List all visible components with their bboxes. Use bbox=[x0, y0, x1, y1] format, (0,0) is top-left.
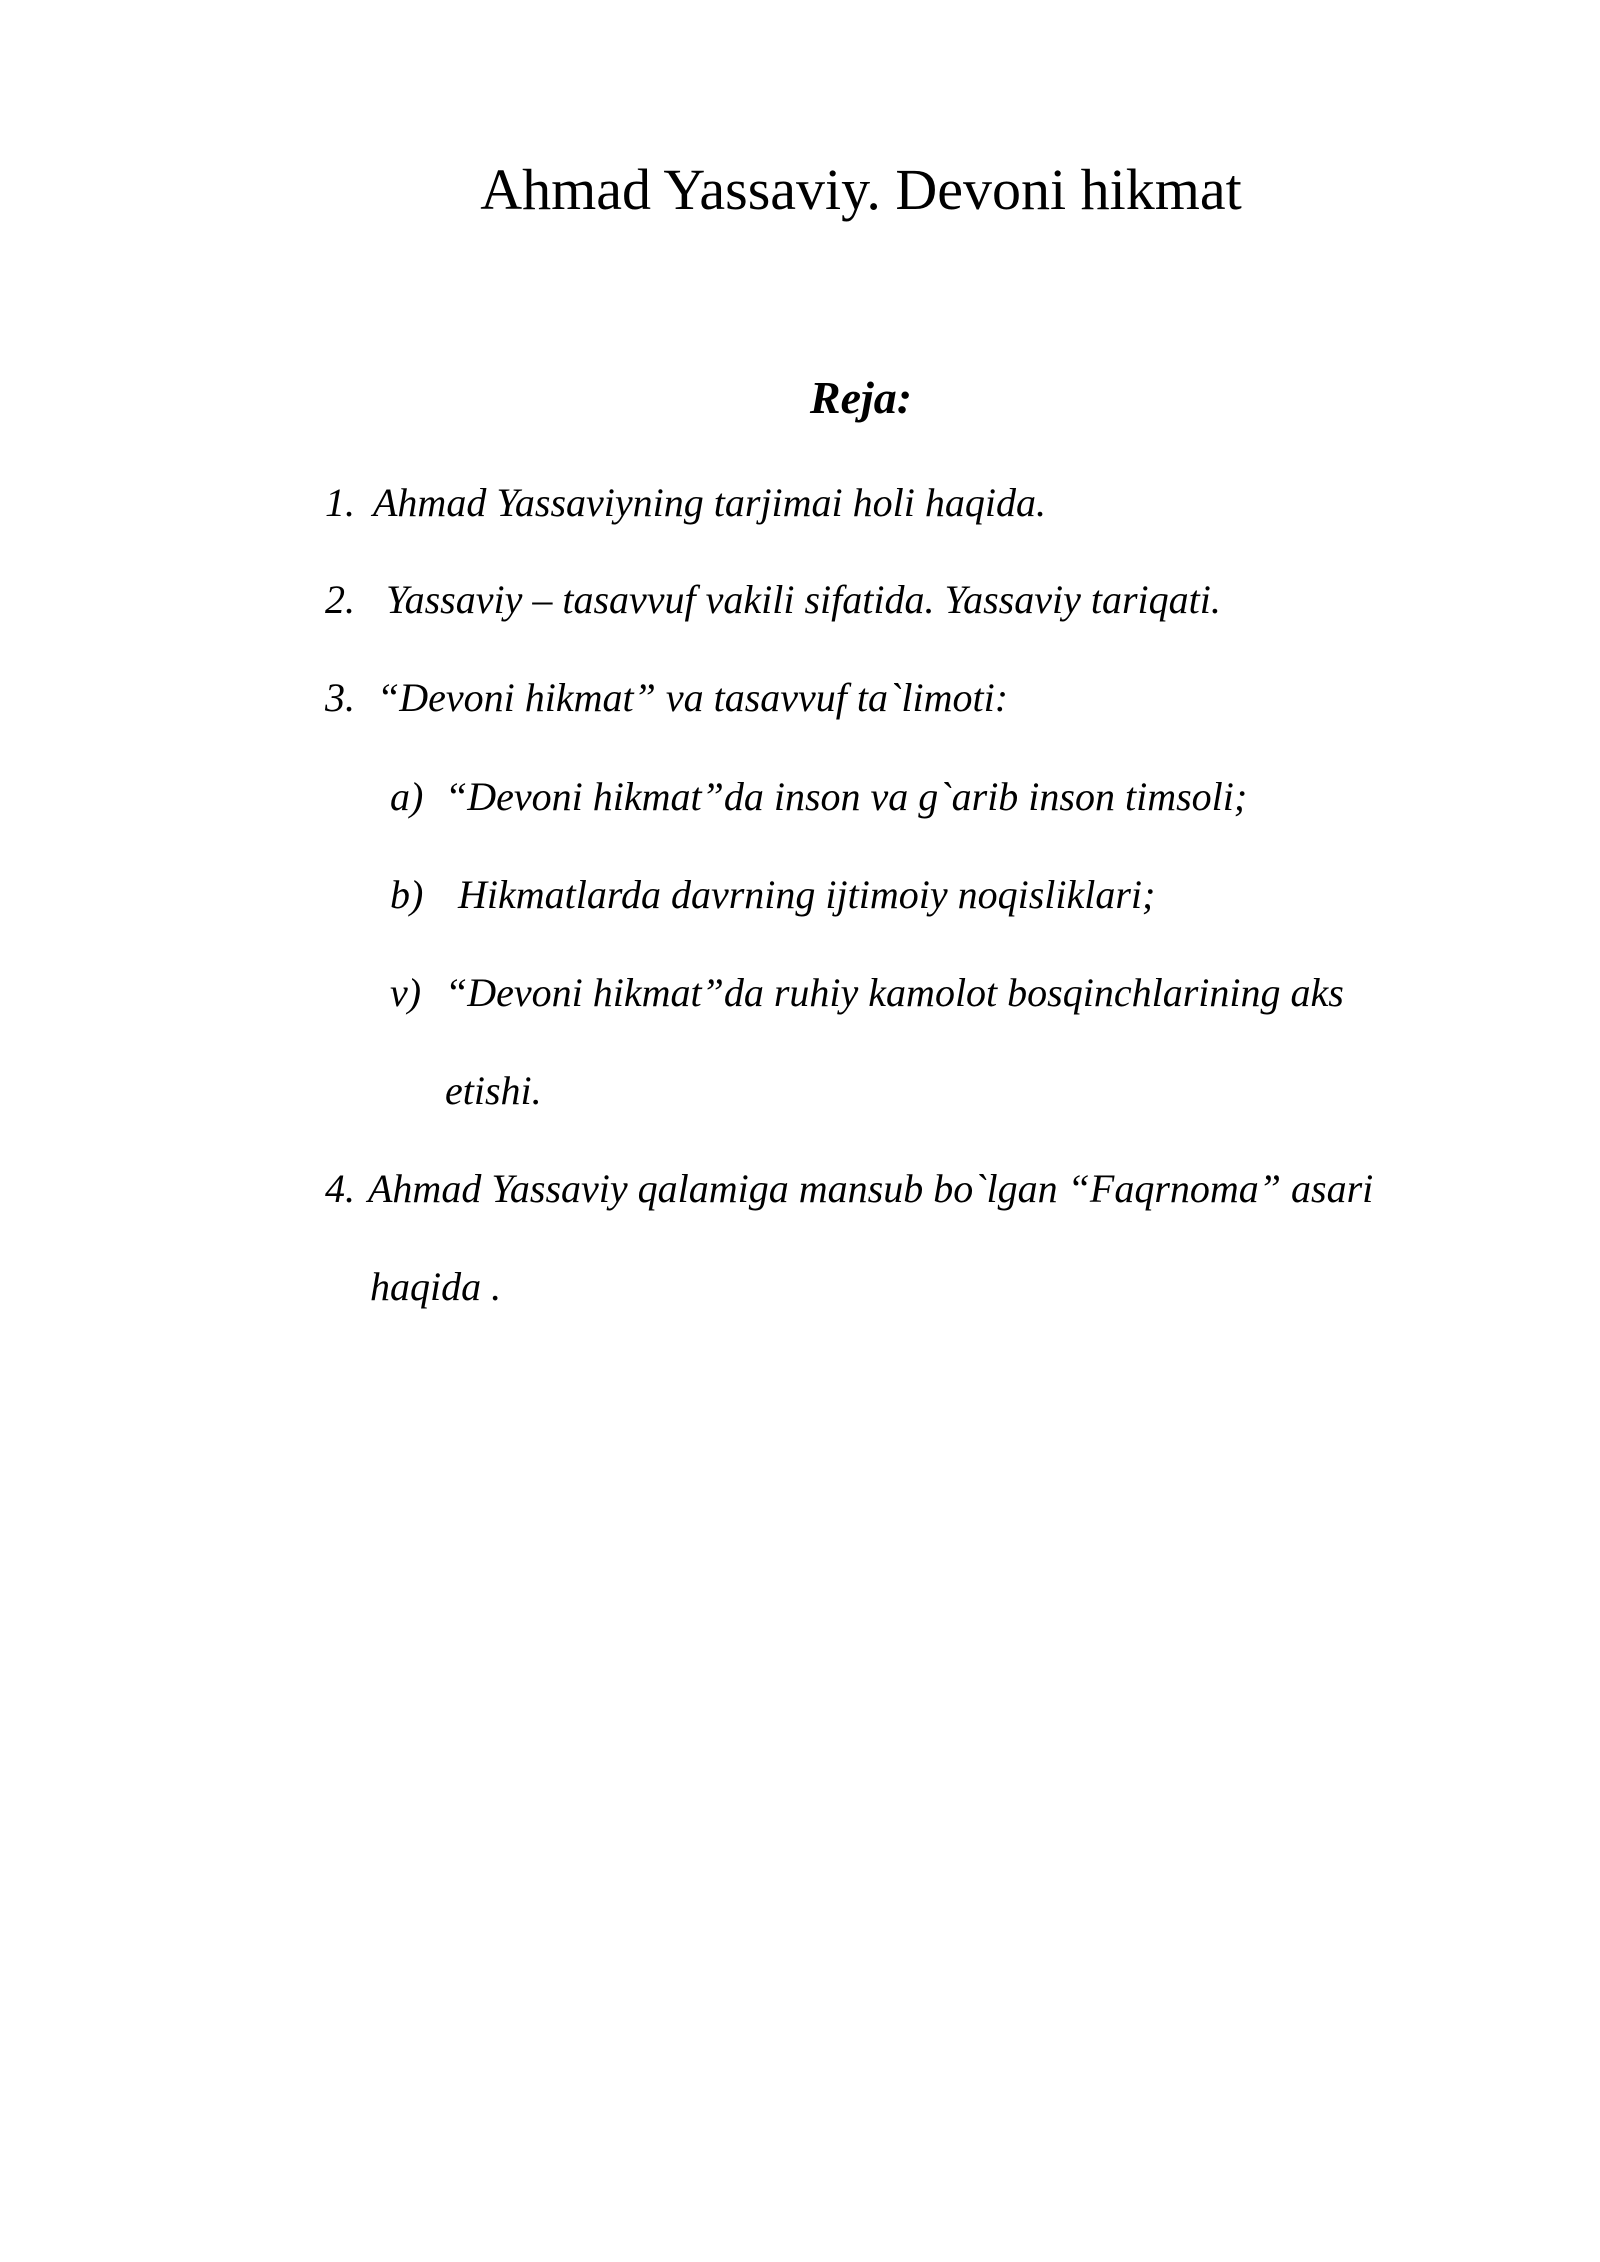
plan-item-4-continuation: haqida . bbox=[370, 1264, 502, 1309]
plan-item-4-marker: 4. bbox=[325, 1166, 355, 1211]
plan-item-3-text: “Devoni hikmat” va tasavvuf ta`limoti: bbox=[377, 675, 1009, 720]
plan-item-3-marker: 3. bbox=[325, 675, 355, 720]
plan-subitem-a-text: “Devoni hikmat”da inson va g`arib inson timsoli; bbox=[445, 774, 1248, 819]
plan-item-1-marker: 1. bbox=[325, 480, 355, 525]
plan-subitem-b-text: Hikmatlarda davrning ijtimoiy noqisliklari; bbox=[458, 872, 1156, 917]
plan-item-4-text: Ahmad Yassaviy qalamiga mansub bo`lgan “Faqrnoma” asari bbox=[368, 1166, 1374, 1211]
plan-heading: Reja: bbox=[809, 372, 913, 423]
plan-subitem-b-marker: b) bbox=[390, 872, 424, 917]
plan-subitem-v-text: “Devoni hikmat”da ruhiy kamolot bosqinchlarining aks bbox=[445, 970, 1344, 1015]
plan-item-2-marker: 2. bbox=[325, 577, 355, 622]
plan-subitem-v-marker: v) bbox=[390, 970, 422, 1015]
document-title: Ahmad Yassaviy. Devoni hikmat bbox=[480, 157, 1242, 222]
plan-subitem-a-marker: a) bbox=[390, 774, 424, 819]
plan-item-2-text: Yassaviy – tasavvuf vakili sifatida. Yassaviy tariqati. bbox=[386, 577, 1221, 622]
plan-item-1-text: Ahmad Yassaviyning tarjimai holi haqida. bbox=[373, 480, 1047, 525]
plan-subitem-v-continuation: etishi. bbox=[445, 1068, 542, 1113]
